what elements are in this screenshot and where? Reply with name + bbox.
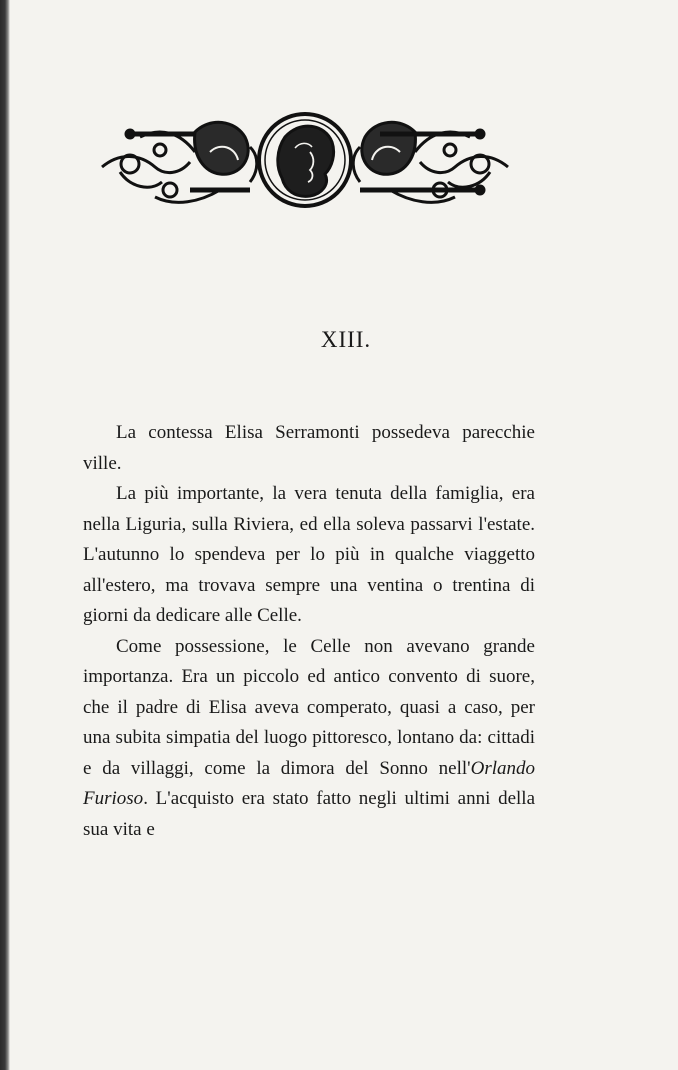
body-text <box>83 418 535 845</box>
page-binding-edge <box>0 0 10 1070</box>
chapter-heading: XIII. <box>320 327 372 352</box>
paragraph-3-continuation: . L'acquisto era stato fatto negli ultimi anni della sua vita e <box>83 788 535 840</box>
paragraph-3-text: Come possessione, le Celle non avevano grande importanza. Era un piccolo ed antico convento di suore, che il padre di Elisa aveva comperato, quasi a caso, per una subita simpatia del luogo pittoresco, lontano da: cittadi e da villaggi, come la dimora del Sonno nell' <box>83 635 535 779</box>
book-title-italic: Orlando Furioso <box>83 757 535 809</box>
paragraph-2: La più importante, la vera tenuta della famiglia, era nella Liguria, sulla Riviera, ed ella soleva passarvi l'estate. L'autunno lo spendeva per lo più in qualche viaggetto all'estero, ma trovava sempre una ventina o trentina di giorni da dedicare alle Celle. <box>83 483 535 626</box>
decorative-headpiece-ornament <box>100 112 510 212</box>
paragraph-3 <box>83 632 535 846</box>
paragraph-1: La contessa Elisa Serramonti possedeva parecchie ville. <box>83 422 535 474</box>
